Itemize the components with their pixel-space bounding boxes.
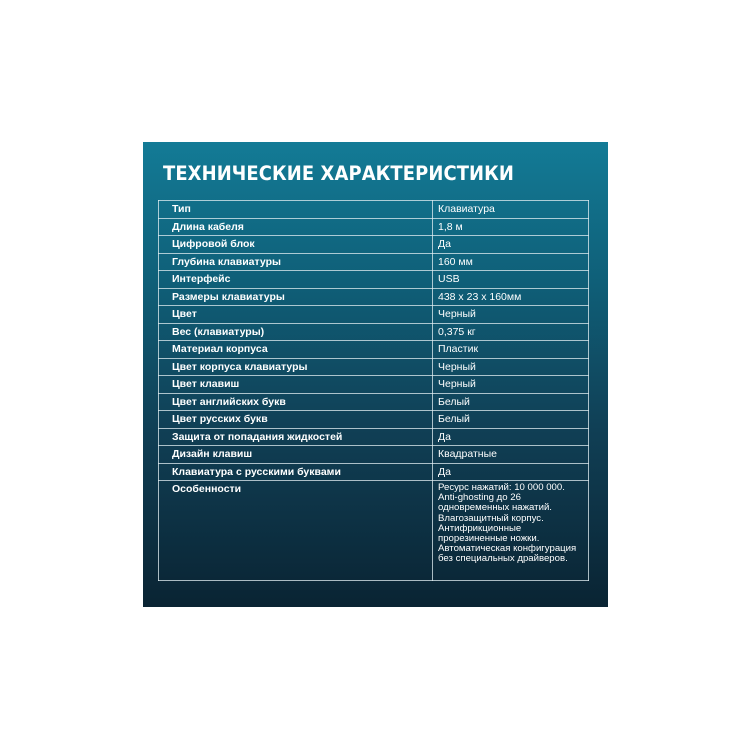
spec-name: Цифровой блок bbox=[159, 236, 433, 254]
spec-value: Черный bbox=[433, 358, 589, 376]
table-row bbox=[159, 411, 589, 429]
table-row bbox=[159, 428, 589, 446]
table-row bbox=[159, 446, 589, 464]
table-row bbox=[159, 376, 589, 394]
table-row bbox=[159, 218, 589, 236]
spec-name: Цвет клавиш bbox=[159, 376, 433, 394]
table-row bbox=[159, 306, 589, 324]
spec-table bbox=[158, 200, 589, 581]
page-title: ТЕХНИЧЕСКИЕ ХАРАКТЕРИСТИКИ bbox=[163, 162, 515, 185]
table-row bbox=[159, 341, 589, 359]
table-row bbox=[159, 358, 589, 376]
spec-value: Квадратные bbox=[433, 446, 589, 464]
spec-name: Тип bbox=[159, 201, 433, 219]
spec-value: Черный bbox=[433, 376, 589, 394]
spec-value: Да bbox=[433, 428, 589, 446]
spec-name: Вес (клавиатуры) bbox=[159, 323, 433, 341]
table-row bbox=[159, 323, 589, 341]
spec-value: Да bbox=[433, 463, 589, 481]
table-row bbox=[159, 236, 589, 254]
spec-name: Дизайн клавиш bbox=[159, 446, 433, 464]
spec-value: 1,8 м bbox=[433, 218, 589, 236]
spec-table-body bbox=[159, 201, 589, 581]
spec-value: 160 мм bbox=[433, 253, 589, 271]
spec-value: Белый bbox=[433, 393, 589, 411]
table-row bbox=[159, 393, 589, 411]
spec-value: Белый bbox=[433, 411, 589, 429]
spec-value: Черный bbox=[433, 306, 589, 324]
spec-name: Защита от попадания жидкостей bbox=[159, 428, 433, 446]
spec-card bbox=[143, 142, 608, 607]
spec-value: 438 x 23 x 160мм bbox=[433, 288, 589, 306]
table-row bbox=[159, 201, 589, 219]
spec-name: Глубина клавиатуры bbox=[159, 253, 433, 271]
spec-name: Длина кабеля bbox=[159, 218, 433, 236]
spec-value: 0,375 кг bbox=[433, 323, 589, 341]
table-row bbox=[159, 253, 589, 271]
spec-name: Материал корпуса bbox=[159, 341, 433, 359]
spec-name: Особенности bbox=[159, 481, 433, 581]
spec-name: Цвет корпуса клавиатуры bbox=[159, 358, 433, 376]
spec-value: Клавиатура bbox=[433, 201, 589, 219]
spec-value: USB bbox=[433, 271, 589, 289]
spec-name: Клавиатура с русскими буквами bbox=[159, 463, 433, 481]
spec-name: Интерфейс bbox=[159, 271, 433, 289]
table-row bbox=[159, 288, 589, 306]
table-row bbox=[159, 463, 589, 481]
spec-name: Размеры клавиатуры bbox=[159, 288, 433, 306]
spec-name: Цвет русских букв bbox=[159, 411, 433, 429]
table-row bbox=[159, 271, 589, 289]
spec-name: Цвет английских букв bbox=[159, 393, 433, 411]
table-row bbox=[159, 481, 589, 581]
spec-name: Цвет bbox=[159, 306, 433, 324]
spec-value: Да bbox=[433, 236, 589, 254]
spec-value: Ресурс нажатий: 10 000 000. Anti-ghosting до 26 одновременных нажатий. Влагозащитный корпус. Антифрикционные прорезиненные ножки. Автоматическая конфигурация без специальных драйверов. bbox=[433, 481, 589, 581]
spec-value: Пластик bbox=[433, 341, 589, 359]
